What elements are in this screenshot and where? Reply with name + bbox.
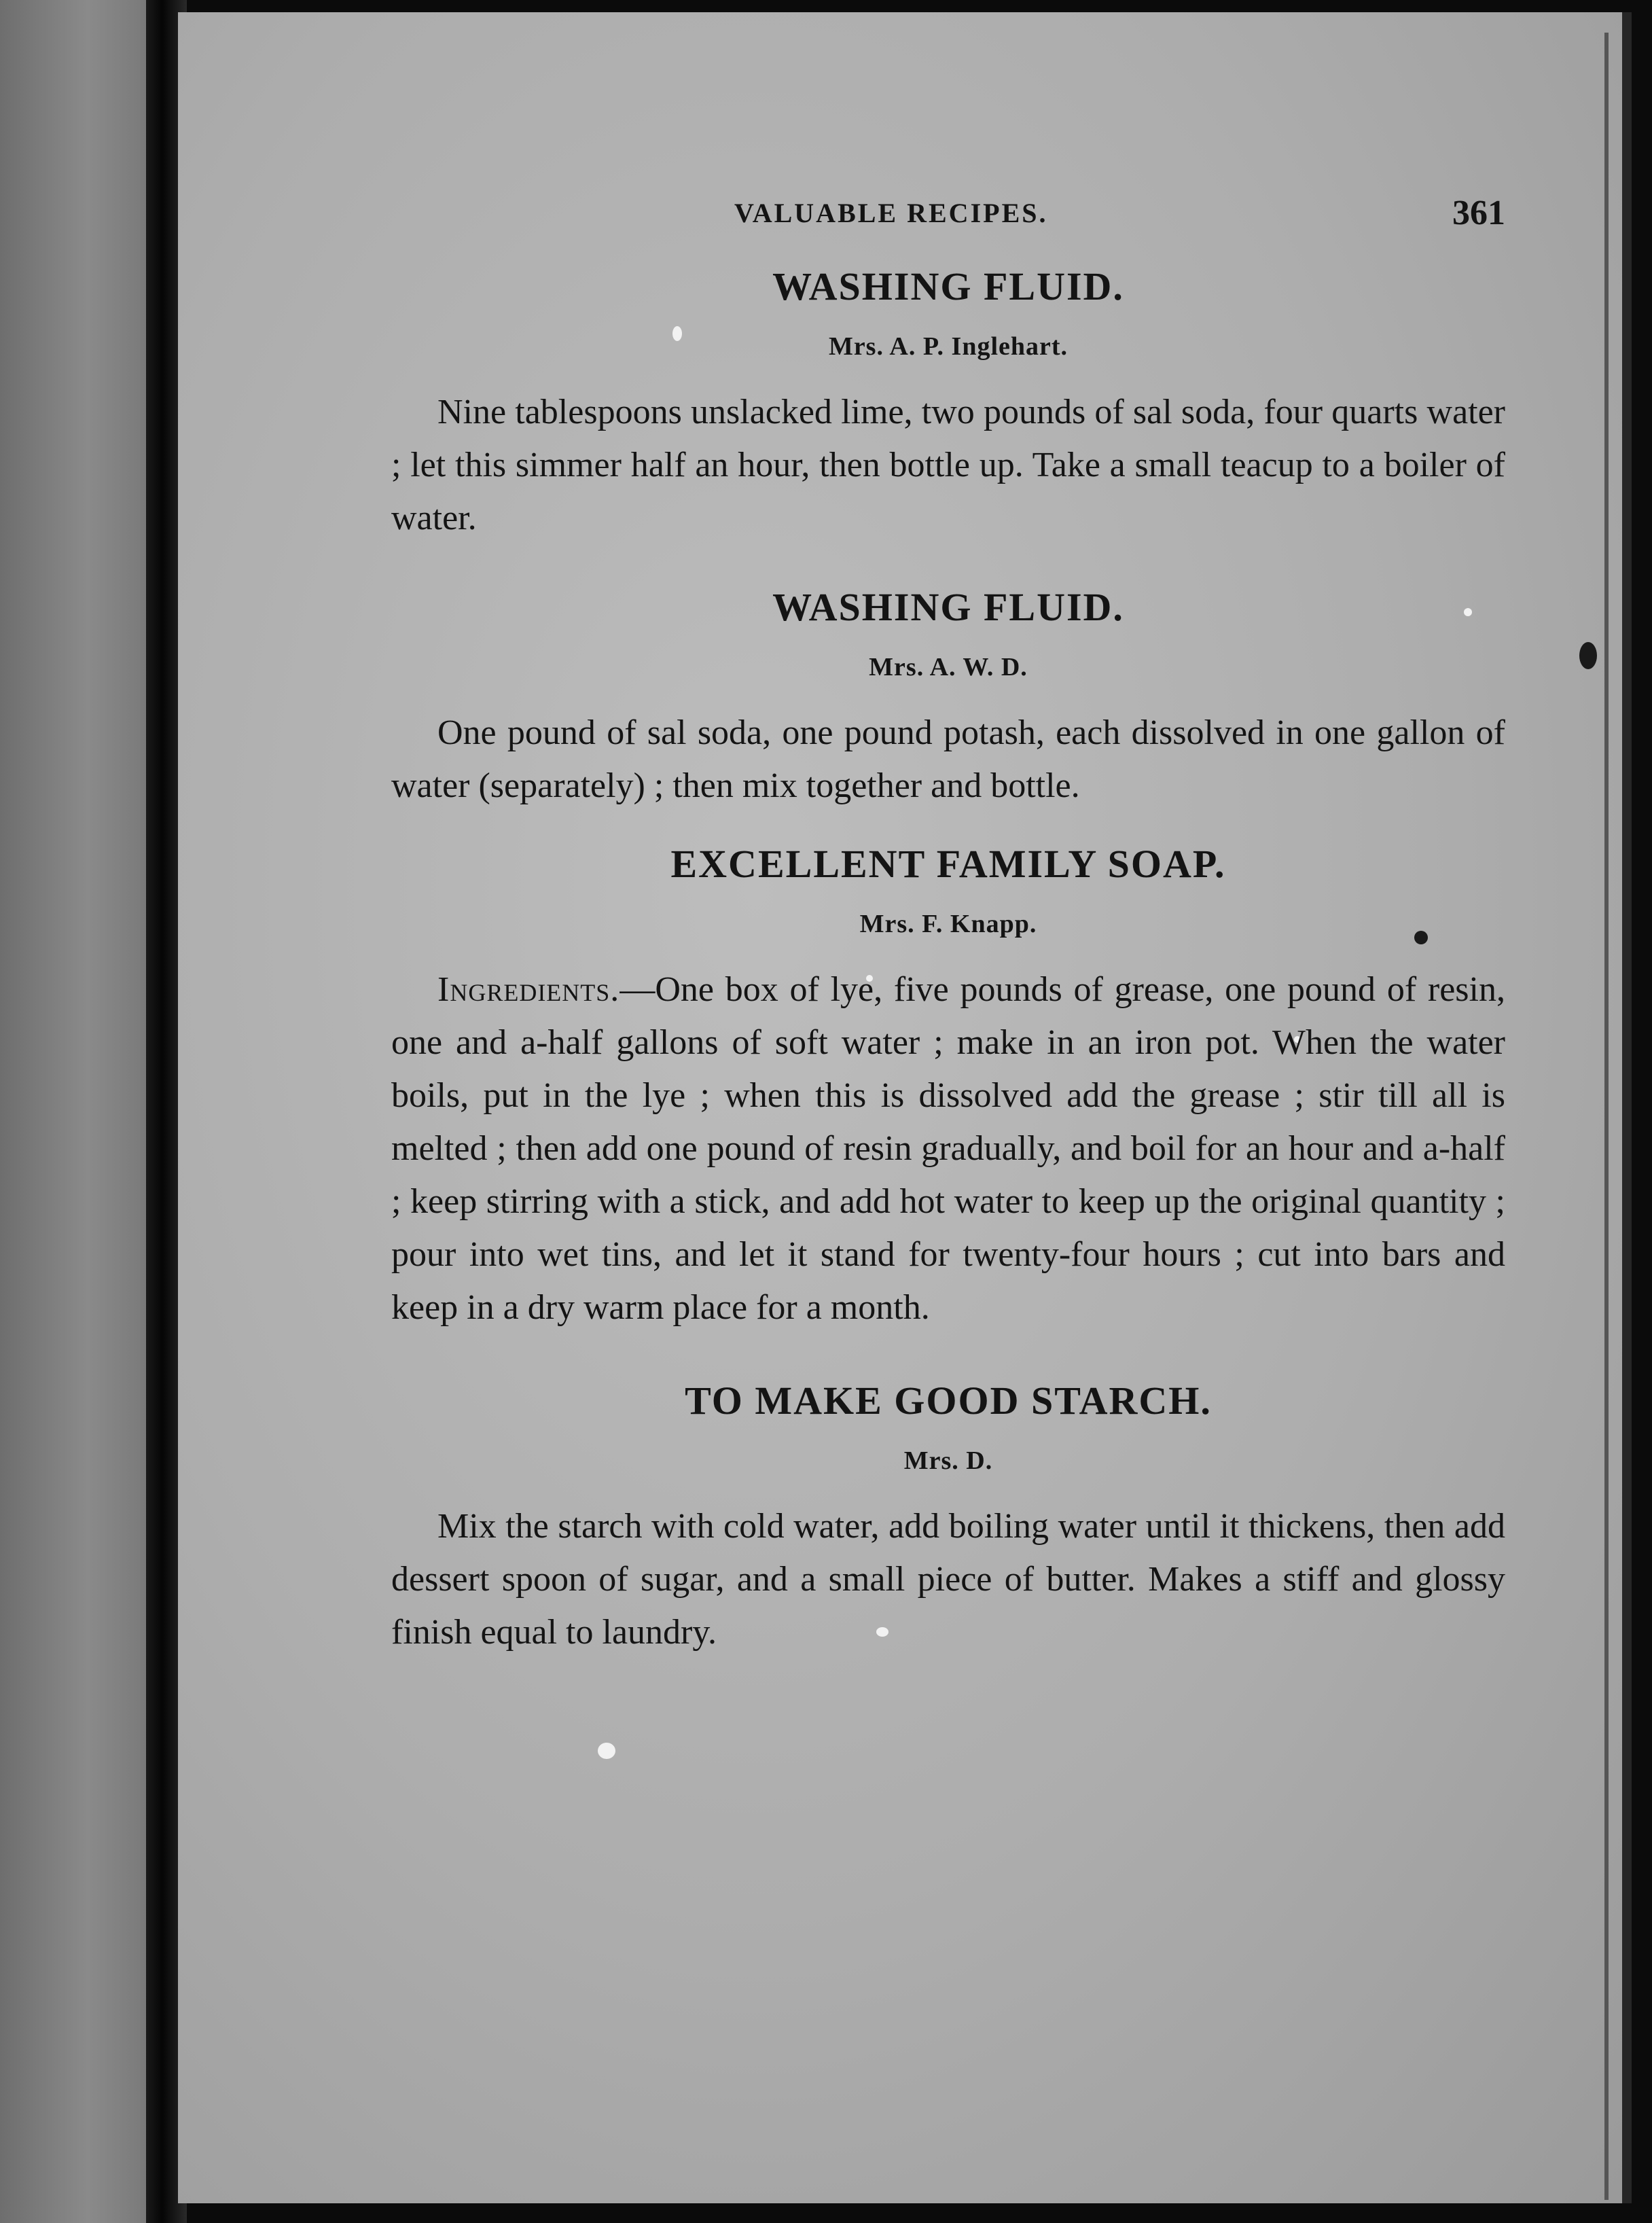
page-text: [391, 194, 1505, 1659]
recipe-author: Mrs. D.: [903, 1446, 993, 1475]
recipe-body-text: —One box of lye, five pounds of grease, one pound of resin, one and a-half gallons of soft water ; make in an iron pot. When the water boils, put in the lye ; when this is dissolved add the grease ; stir till all is melted ; then add one pound of resin gradually, and boil for an hour and a-half ; keep stirring with a stick, and add hot water to keep up the original quantity ; pour into wet tins, and let it stand for twenty-four hours ; cut into bars and keep in a dry warm place for a month.: [391, 970, 1505, 1327]
recipe-good-starch: [391, 1374, 1505, 1659]
recipe-body: Mix the starch with cold water, add boiling water until it thickens, then add dessert spoon of sugar, and a small piece of butter. Makes a stiff and glossy finish equal to laundry.: [391, 1507, 1505, 1652]
running-title: VALUABLE RECIPES.: [734, 198, 1048, 228]
recipe-washing-fluid-2: [391, 580, 1505, 813]
recipe-title: TO MAKE GOOD STARCH.: [685, 1379, 1212, 1423]
recipe-title: EXCELLENT FAMILY SOAP.: [670, 842, 1226, 886]
left-facing-page: [0, 0, 146, 2223]
recipe-author: Mrs. F. Knapp.: [859, 910, 1037, 938]
recipe-body: One pound of sal soda, one pound potash, each dissolved in one gallon of water (separately) ; then mix together and bottle.: [391, 713, 1505, 805]
recipe-body: [391, 963, 1505, 1334]
recipe-body: Nine tablespoons unslacked lime, two pounds of sal soda, four quarts water ; let this simmer half an hour, then bottle up. Take a small teacup to a boiler of water.: [391, 393, 1505, 537]
recipe-washing-fluid-1: [391, 260, 1505, 545]
recipe-author: Mrs. A. P. Inglehart.: [828, 332, 1069, 361]
recipe-excellent-family-soap: [391, 837, 1505, 1334]
ingredients-lead: Ingredients.: [437, 970, 620, 1009]
recipe-author: Mrs. A. W. D.: [869, 653, 1028, 681]
recipe-title: WASHING FLUID.: [772, 264, 1124, 308]
recipe-title: WASHING FLUID.: [772, 585, 1124, 629]
running-head: [391, 194, 1505, 245]
page-number: 361: [1452, 194, 1505, 232]
page-edge: [1604, 33, 1609, 2200]
